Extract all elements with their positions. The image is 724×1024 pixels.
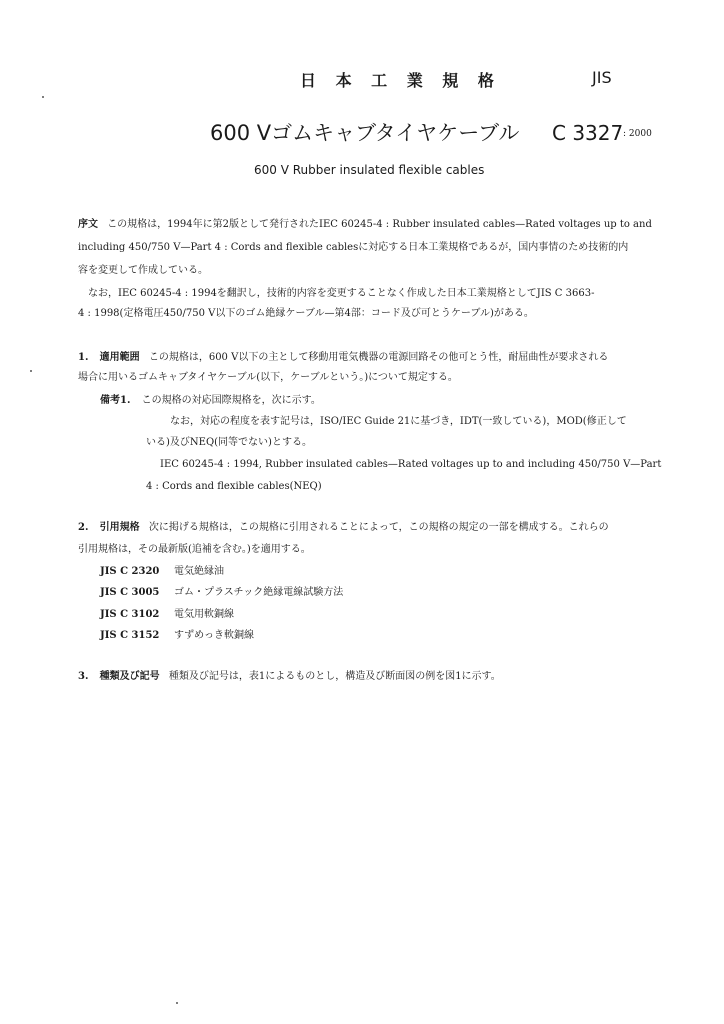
remark-1-line-4: IEC 60245-4 : 1994, Rubber insulated cables—Rated voltages up to and including 450/750 V—Part [160, 459, 662, 470]
section-1-text: この規格は，600 V以下の主として移動用電気機器の電源回路その他可とう性，耐屈曲性が要求される [148, 352, 609, 363]
section-2-line-1 [78, 516, 609, 539]
preface-label: 序文 [78, 219, 98, 230]
preface-line-2: including 450/750 V—Part 4 : Cords and flexible cablesに対応する日本工業規格であるが，国内事情のため技術的内 [78, 242, 629, 253]
section-2-number: 2. [78, 522, 89, 533]
remark-1-line-5: 4 : Cords and flexible cables(NEQ) [146, 481, 322, 492]
standard-number: C 3327 [552, 121, 624, 145]
section-1-line-2: 場合に用いるゴムキャブタイヤケーブル(以下，ケーブルという。)について規定する。 [78, 372, 458, 383]
remark-text: この規格の対応国際規格を，次に示す。 [141, 395, 321, 406]
reference-title: 電気絶縁油 [174, 566, 224, 577]
reference-item [100, 603, 234, 626]
reference-item [100, 581, 343, 604]
remark-1-line-2: なお，対応の程度を表す記号は，ISO/IEC Guide 21に基づき，IDT(一致している)，MOD(修正して [170, 416, 627, 427]
reference-title: 電気用軟銅線 [174, 609, 234, 620]
preface-line-1 [78, 213, 652, 236]
section-3-line-1 [78, 665, 501, 688]
remark-1-line-1 [100, 389, 321, 412]
reference-title: すずめっき軟銅線 [174, 630, 254, 641]
section-2-text: 次に掲げる規格は，この規格に引用されることによって，この規格の規定の一部を構成する。これらの [148, 522, 609, 533]
reference-item [100, 560, 224, 583]
reference-title: ゴム・プラスチック絶縁電線試験方法 [174, 587, 344, 598]
section-3-text: 種類及び記号は，表1によるものとし，構造及び断面図の例を図1に示す。 [168, 671, 501, 682]
jis-mark: JIS [592, 68, 612, 87]
section-2-heading: 引用規格 [99, 522, 140, 533]
reference-code: JIS C 3102 [100, 609, 160, 620]
page-title: 600 Vゴムキャブタイヤケーブル [210, 121, 520, 145]
reference-code: JIS C 3005 [100, 587, 160, 598]
reference-code: JIS C 2320 [100, 566, 160, 577]
reference-item [100, 624, 254, 647]
standard-year: : 2000 [623, 129, 652, 139]
preface-text: この規格は，1994年に第2版として発行されたIEC 60245-4 : Rubber insulated cables—Rated voltages up to and [107, 219, 652, 230]
preface-line-5: 4 : 1998(定格電圧450/750 V以下のゴム絶縁ケーブル—第4部：コード及び可とうケーブル)がある。 [78, 308, 534, 319]
english-title: 600 V Rubber insulated flexible cables [254, 163, 485, 177]
preface-line-4: なお，IEC 60245-4 : 1994を翻訳し，技術的内容を変更することなく作成した日本工業規格としてJIS C 3663- [88, 288, 595, 299]
section-3-number: 3. [78, 671, 89, 682]
section-1-heading: 適用範囲 [99, 352, 140, 363]
scan-speck [30, 370, 32, 372]
scan-speck [42, 96, 44, 98]
remark-label: 備考1. [100, 395, 131, 406]
section-3-heading: 種類及び記号 [99, 671, 160, 682]
section-2-line-2: 引用規格は，その最新版(追補を含む。)を適用する。 [78, 544, 311, 555]
scan-speck [176, 1002, 178, 1004]
reference-code: JIS C 3152 [100, 630, 160, 641]
remark-1-line-3: いる)及びNEQ(同等でない)とする。 [146, 437, 312, 448]
standard-type-header: 日 本 工 業 規 格 [300, 71, 501, 90]
preface-line-3: 容を変更して作成している。 [78, 265, 208, 276]
section-1-number: 1. [78, 352, 89, 363]
